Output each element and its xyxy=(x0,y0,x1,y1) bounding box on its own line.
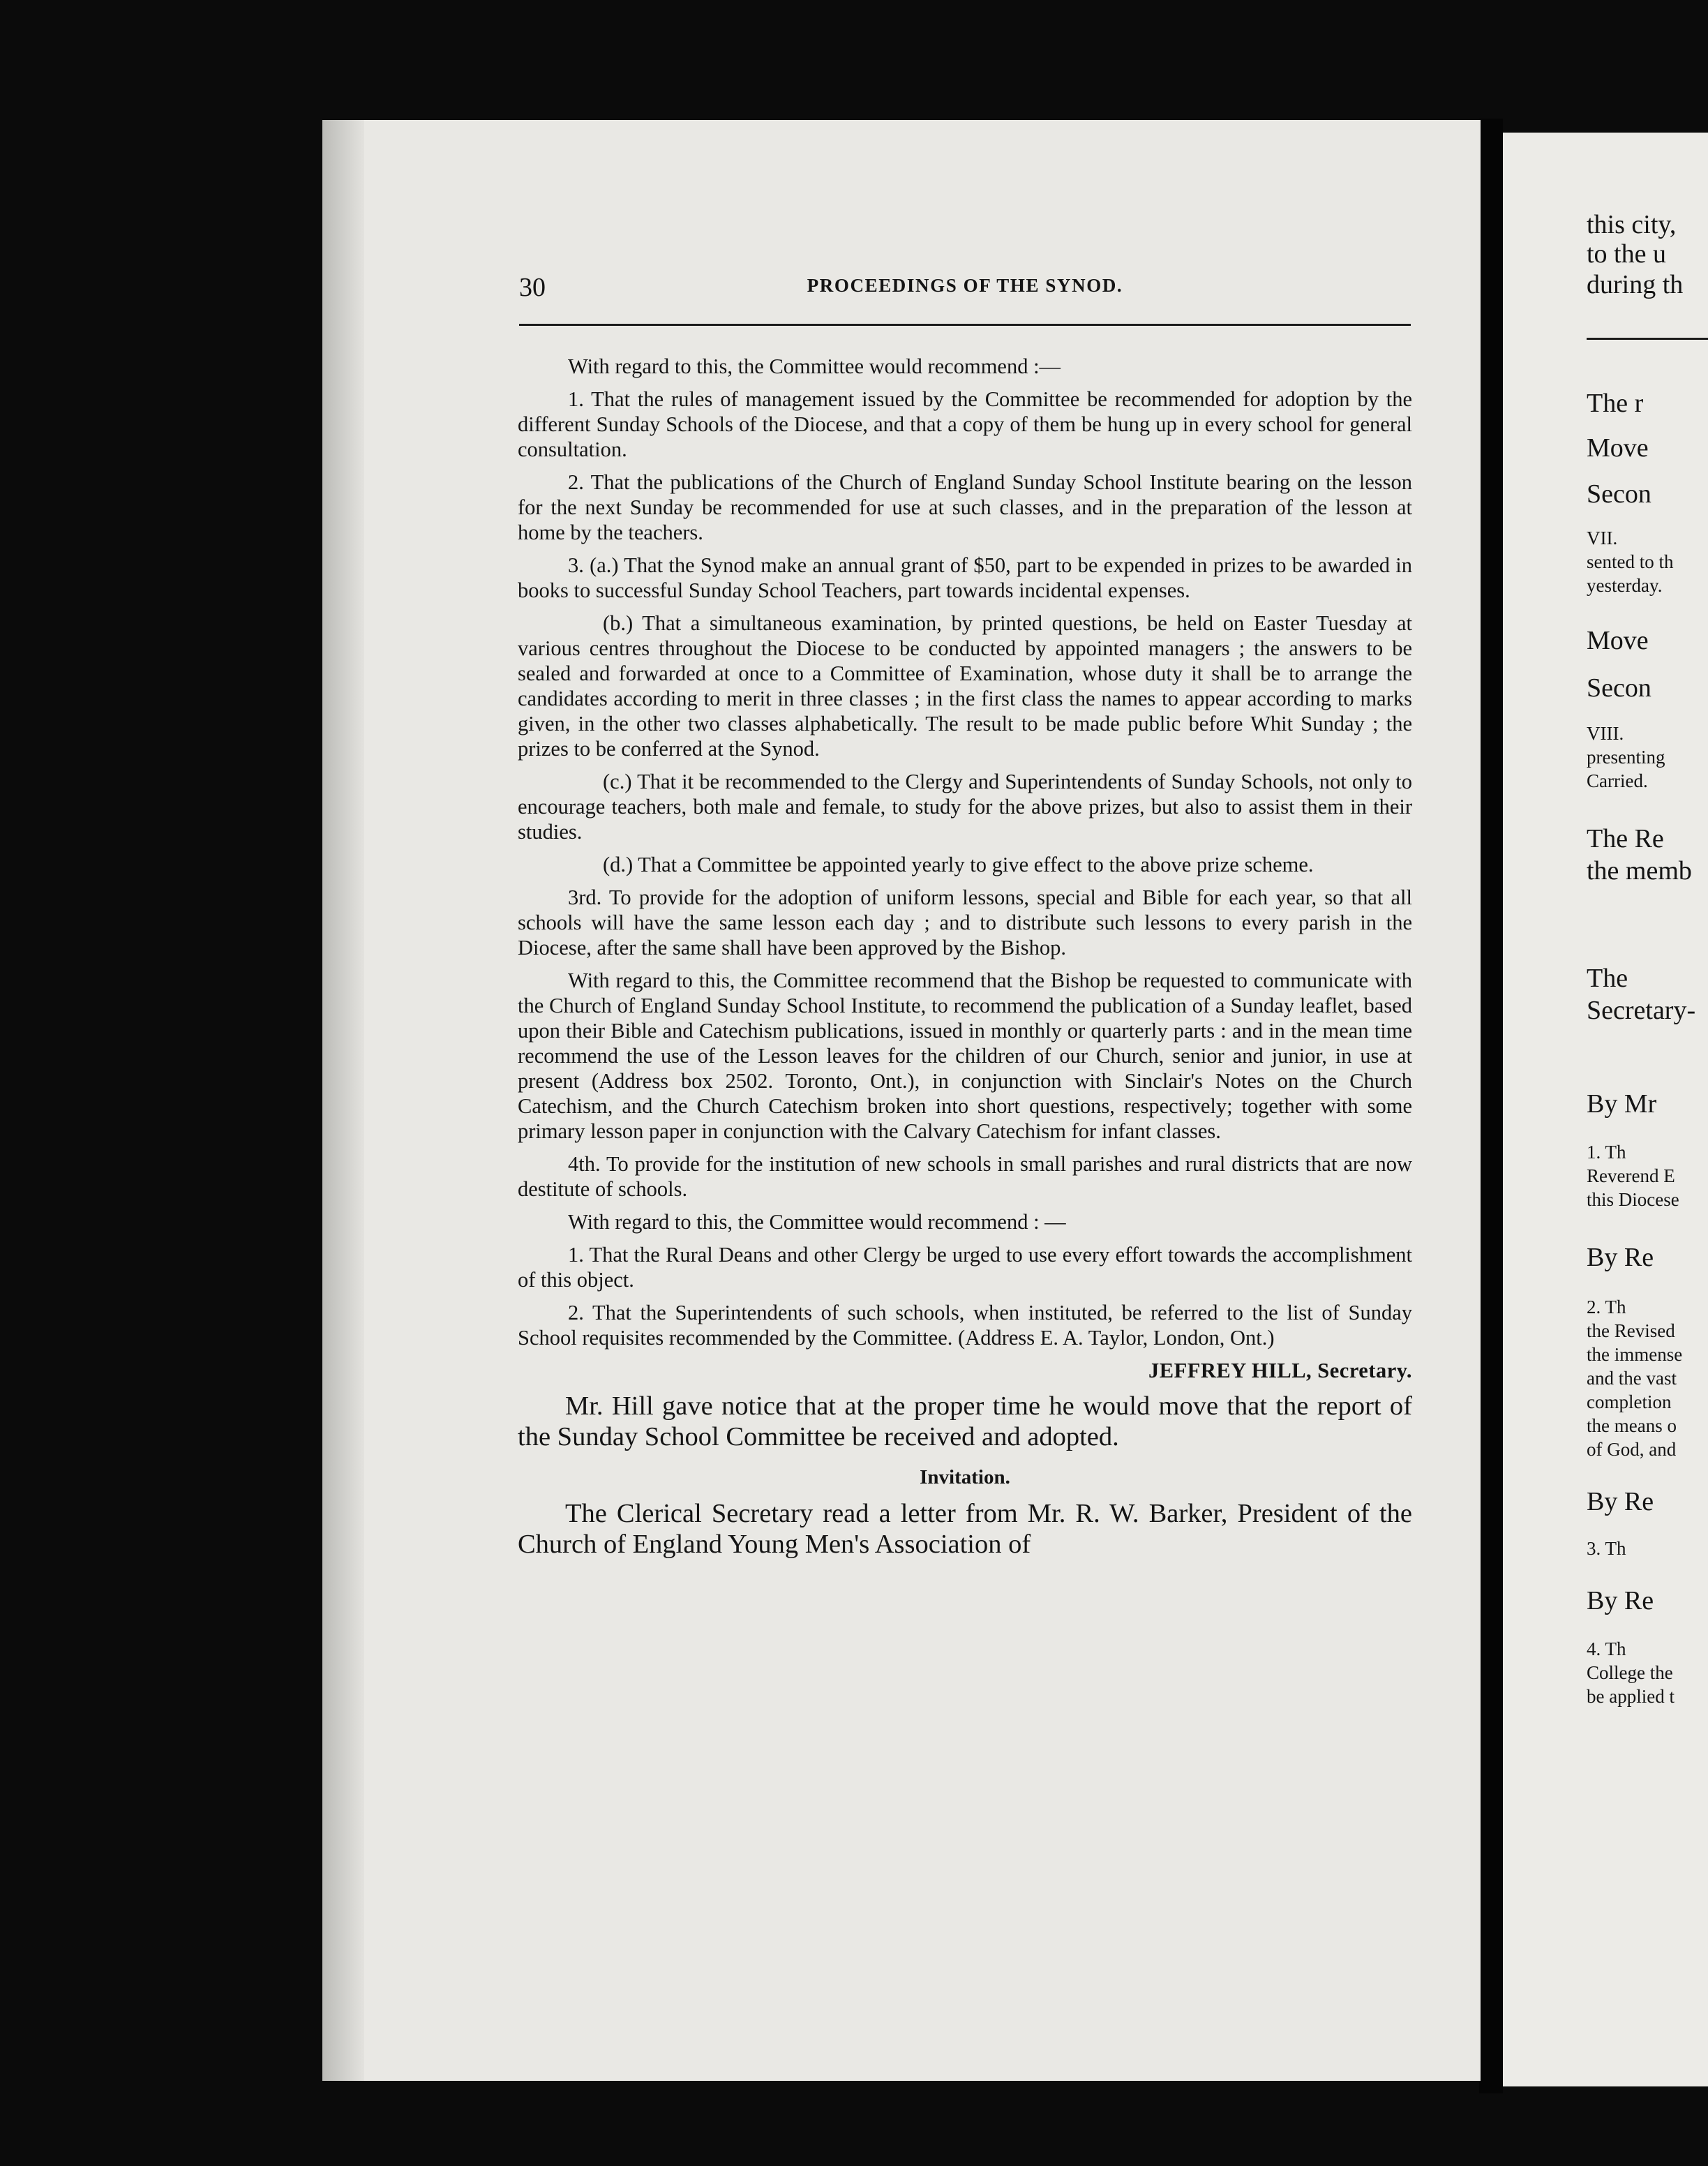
right-page-text-fragment: the memb xyxy=(1587,856,1692,886)
invitation-heading: Invitation. xyxy=(920,1466,1010,1488)
right-page-text-fragment: College the xyxy=(1587,1662,1673,1683)
paragraph-list xyxy=(518,354,1412,1350)
right-page-text-fragment: and the vast xyxy=(1587,1368,1677,1389)
right-page-text-fragment: Secon xyxy=(1587,673,1651,703)
right-page-text-fragment: of God, and xyxy=(1587,1439,1677,1460)
right-page-text-fragment: By Re xyxy=(1587,1586,1654,1615)
right-page-text-fragment: yesterday. xyxy=(1587,575,1663,596)
paragraph: 2. That the publications of the Church of England Sunday School Institute bearing on the lesson for the next Sunday be recommended for use at such classes, and in the preparation of the lesson at home by the teachers. xyxy=(518,470,1412,544)
right-page-header-rule xyxy=(1587,338,1708,340)
right-page-text-fragment: to the u xyxy=(1587,239,1666,269)
paragraph: 1. That the Rural Deans and other Clergy be urged to use every effort towards the accomplishment of this object. xyxy=(518,1243,1412,1292)
right-page-text-fragment: Secon xyxy=(1587,479,1651,509)
notice-paragraph: Mr. Hill gave notice that at the proper time he would move that the report of the Sunday School Committee be received and adopted. xyxy=(518,1391,1412,1451)
right-page-text-fragment: completion xyxy=(1587,1391,1672,1412)
header-rule xyxy=(519,324,1411,326)
right-page-text-fragment: this Diocese xyxy=(1587,1189,1679,1210)
right-page-text-fragment: The xyxy=(1587,964,1628,993)
right-page-text-fragment: the means o xyxy=(1587,1415,1677,1436)
left-page xyxy=(322,120,1481,2081)
paragraph: 3. (a.) That the Synod make an annual grant of $50, part to be expended in prizes to be awarded in books to successful Sunday School Teachers, part towards incidental expenses. xyxy=(518,553,1412,602)
book-gutter xyxy=(1479,119,1503,2093)
right-page-text-fragment: 4. Th xyxy=(1587,1638,1626,1659)
right-page-fragment xyxy=(1503,133,1708,2086)
right-page-text-fragment: VII. xyxy=(1587,528,1618,548)
paragraph: 4th. To provide for the institution of new schools in small parishes and rural districts that are now destitute of schools. xyxy=(518,1152,1412,1201)
right-page-text-fragment: sented to th xyxy=(1587,551,1674,572)
right-page-text-fragment: Carried. xyxy=(1587,770,1648,791)
paragraph: 1. That the rules of management issued by the Committee be recommended for adoption by the different Sunday Schools of the Diocese, and that a copy of them be hung up in every school for general consultation. xyxy=(518,387,1412,461)
page-edge-shadow xyxy=(322,120,364,2081)
page-number: 30 xyxy=(519,273,546,302)
right-page-text-fragment: Move xyxy=(1587,626,1649,655)
invitation-paragraph: The Clerical Secretary read a letter from Mr. R. W. Barker, President of the Church of England Young Men's Association of xyxy=(518,1499,1412,1559)
page-header xyxy=(519,272,1411,307)
right-page-text-fragment: 2. Th xyxy=(1587,1297,1626,1317)
right-page-text-fragment: the immense xyxy=(1587,1344,1683,1365)
right-page-text-fragment: during th xyxy=(1587,270,1684,299)
paragraph: (d.) That a Committee be appointed yearly to give effect to the above prize scheme. xyxy=(603,853,1314,876)
paragraph: (b.) That a simultaneous examination, by printed questions, be held on Easter Tuesday at various centres throughout the Diocese to be conducted by appointed managers ; the answers to be sealed and forwarded at once to a Committee of Examination, whose duty it shall be to arrange the candidates according to merit in three classes ; in the first class the names to appear according to marks given, in the other two classes alphabetically. The result to be made public before Whit Sunday ; the prizes to be conferred at the Synod. xyxy=(518,611,1412,761)
right-page-text-fragment: presenting xyxy=(1587,747,1665,768)
right-page-text-fragment: The Re xyxy=(1587,824,1664,853)
paragraph: 2. That the Superintendents of such schools, when instituted, be referred to the list of Sunday School requisites recommended by the Committee. (Address E. A. Taylor, London, Ont.) xyxy=(518,1301,1412,1350)
paragraph: With regard to this, the Committee recommend that the Bishop be requested to communicate with the Church of England Sunday School Institute, to recommend the publication of a Sunday leaflet, based upon their Bible and Catechism publications, issued in monthly or quarterly parts : and in the mean time recommend the use of the Lesson leaves for the children of our Church, senior and junior, in use at present (Address box 2502. Toronto, Ont.), in conjunction with Sinclair's Notes on the Church Catechism, and the Church Catechism broken into short questions, respectively; together with some primary lesson paper in conjunction with the Calvary Catechism for infant classes. xyxy=(518,969,1412,1143)
right-page-text-fragment: The r xyxy=(1587,389,1644,418)
right-page-text-fragment: 1. Th xyxy=(1587,1142,1626,1163)
right-page-text-fragment: By Mr xyxy=(1587,1089,1657,1119)
right-page-text-fragment: 3. Th xyxy=(1587,1538,1626,1559)
paragraph: With regard to this, the Committee would recommend :— xyxy=(568,354,1061,378)
paragraph: 3rd. To provide for the adoption of uniform lessons, special and Bible for each year, so that all schools will have the same lesson each day ; and to distribute such lessons to every parish in the Diocese, after the same shall have been approved by the Bishop. xyxy=(518,886,1412,959)
right-page-text-fragment: the Revised xyxy=(1587,1320,1675,1341)
right-page-text-fragment: VIII. xyxy=(1587,723,1624,744)
body-text xyxy=(518,354,1412,1567)
paragraph: (c.) That it be recommended to the Clergy and Superintendents of Sunday Schools, not only to encourage teachers, both male and female, to study for the above prizes, but also to assist them in their studies. xyxy=(518,770,1412,844)
signature: JEFFREY HILL, Secretary. xyxy=(1148,1359,1412,1382)
running-head: PROCEEDINGS OF THE SYNOD. xyxy=(807,275,1123,296)
right-page-text-fragment: Reverend E xyxy=(1587,1165,1675,1186)
right-page-text-fragment: By Re xyxy=(1587,1243,1654,1272)
right-page-text-fragment: Move xyxy=(1587,433,1649,463)
right-page-text-fragment: By Re xyxy=(1587,1487,1654,1516)
right-page-text-fragment: Secretary- xyxy=(1587,996,1696,1025)
paragraph: With regard to this, the Committee would recommend : — xyxy=(568,1210,1066,1234)
right-page-text-fragment: this city, xyxy=(1587,210,1677,239)
right-page-text-fragment: be applied t xyxy=(1587,1686,1675,1707)
